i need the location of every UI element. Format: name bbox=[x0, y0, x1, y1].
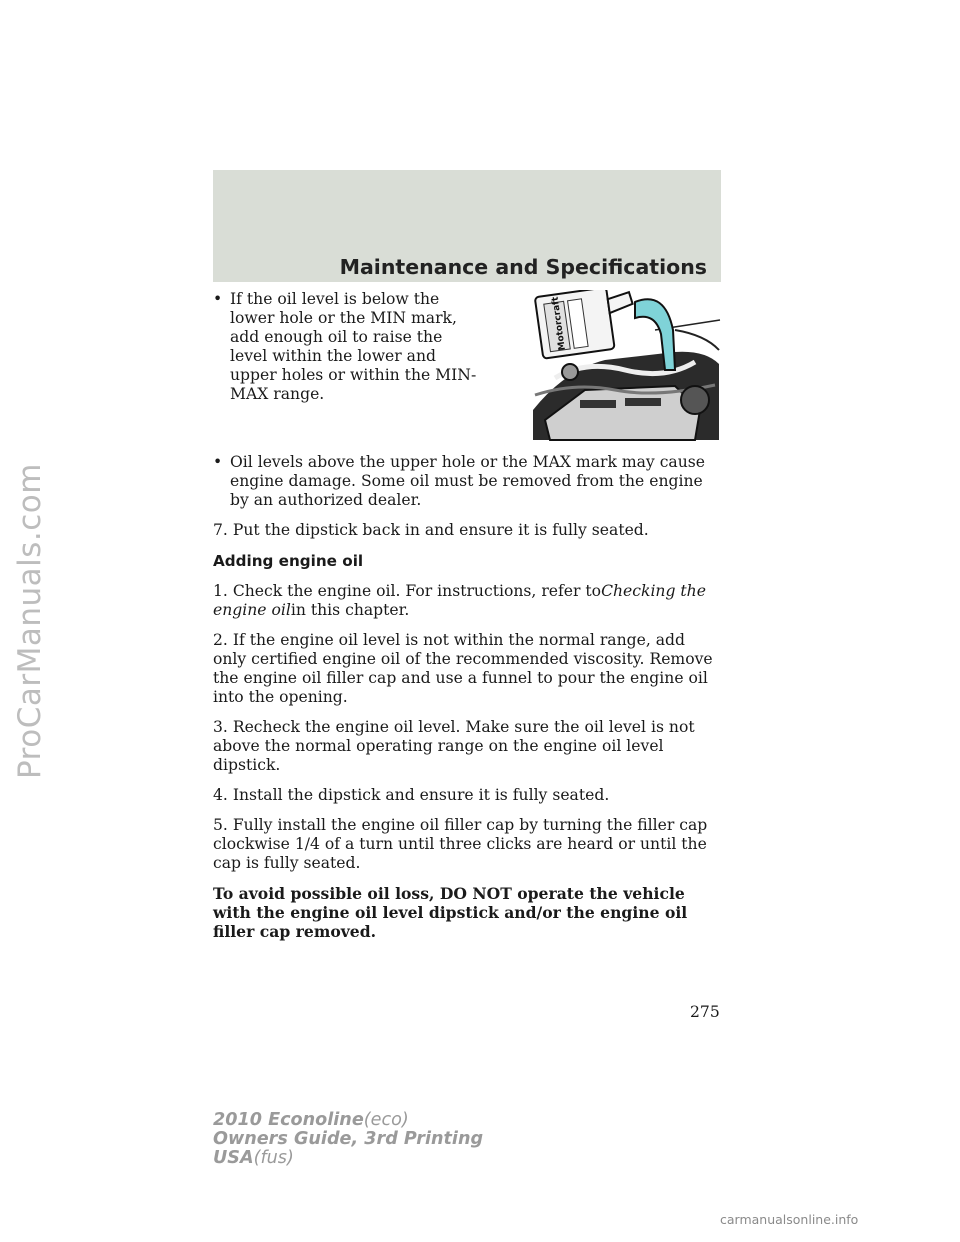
step-1-lead: 1. Check the engine oil. For instructions, refer to bbox=[213, 582, 602, 600]
side-watermark bbox=[4, 0, 56, 1242]
bullet-mark: • bbox=[213, 290, 223, 308]
watermark-text: ProCarManuals.com bbox=[12, 463, 48, 779]
step-1 bbox=[213, 582, 721, 620]
warning-text: To avoid possible oil loss, DO NOT operate the vehicle with the engine oil level dipstick and/or the engine oil filler cap removed. bbox=[213, 884, 688, 941]
section-title: Maintenance and Specifications bbox=[339, 255, 707, 279]
section-heading: Adding engine oil bbox=[213, 552, 364, 570]
page-number: 275 bbox=[690, 1003, 720, 1021]
section-header-band bbox=[213, 170, 721, 282]
step-1-reference: Checking the engine oil bbox=[213, 582, 706, 619]
footer-model-code: (eco) bbox=[363, 1110, 409, 1130]
footer-market-code: (fus) bbox=[253, 1148, 294, 1168]
step-1-tail: in this chapter. bbox=[290, 601, 410, 619]
footer-line-model bbox=[213, 1111, 483, 1130]
document-footer bbox=[213, 1111, 483, 1168]
bullet-mark: • bbox=[213, 453, 223, 471]
footer-market: USA bbox=[213, 1148, 254, 1168]
bullet-text: Oil levels above the upper hole or the MAX mark may cause engine damage. Some oil must be removed from the engine by an authorized dealer. bbox=[230, 453, 706, 509]
intro-block bbox=[213, 290, 721, 442]
footer-line-market bbox=[213, 1149, 483, 1168]
footer-line-guide: Owners Guide, 3rd Printing bbox=[213, 1129, 484, 1149]
footer-model: 2010 Econoline bbox=[213, 1110, 364, 1130]
step-7: 7. Put the dipstick back in and ensure it is fully seated. bbox=[213, 521, 649, 539]
bottle-label: Motorcraft bbox=[550, 295, 568, 351]
step-2: 2. If the engine oil level is not within the normal range, add only certified engine oil of the recommended viscosity. Remove the engine oil filler cap and use a funnel to pour the engine oil into the opening. bbox=[213, 631, 713, 706]
step-5: 5. Fully install the engine oil filler cap by turning the filler cap clockwise 1/4 of a turn until three clicks are heard or until the cap is fully seated. bbox=[213, 816, 708, 872]
page-content bbox=[213, 290, 721, 941]
bullet-text: If the oil level is below the lower hole or the MIN mark, add enough oil to raise the level within the lower and upper holes or within the MIN-MAX range. bbox=[230, 290, 477, 403]
bullet-item bbox=[213, 453, 721, 510]
step-4: 4. Install the dipstick and ensure it is fully seated. bbox=[213, 786, 610, 804]
step-3: 3. Recheck the engine oil level. Make sure the oil level is not above the normal operating range on the engine oil level dipstick. bbox=[213, 718, 695, 774]
oil-fill-illustration bbox=[525, 290, 721, 442]
site-url: carmanualsonline.info bbox=[720, 1212, 859, 1227]
bullet-item bbox=[213, 290, 483, 442]
